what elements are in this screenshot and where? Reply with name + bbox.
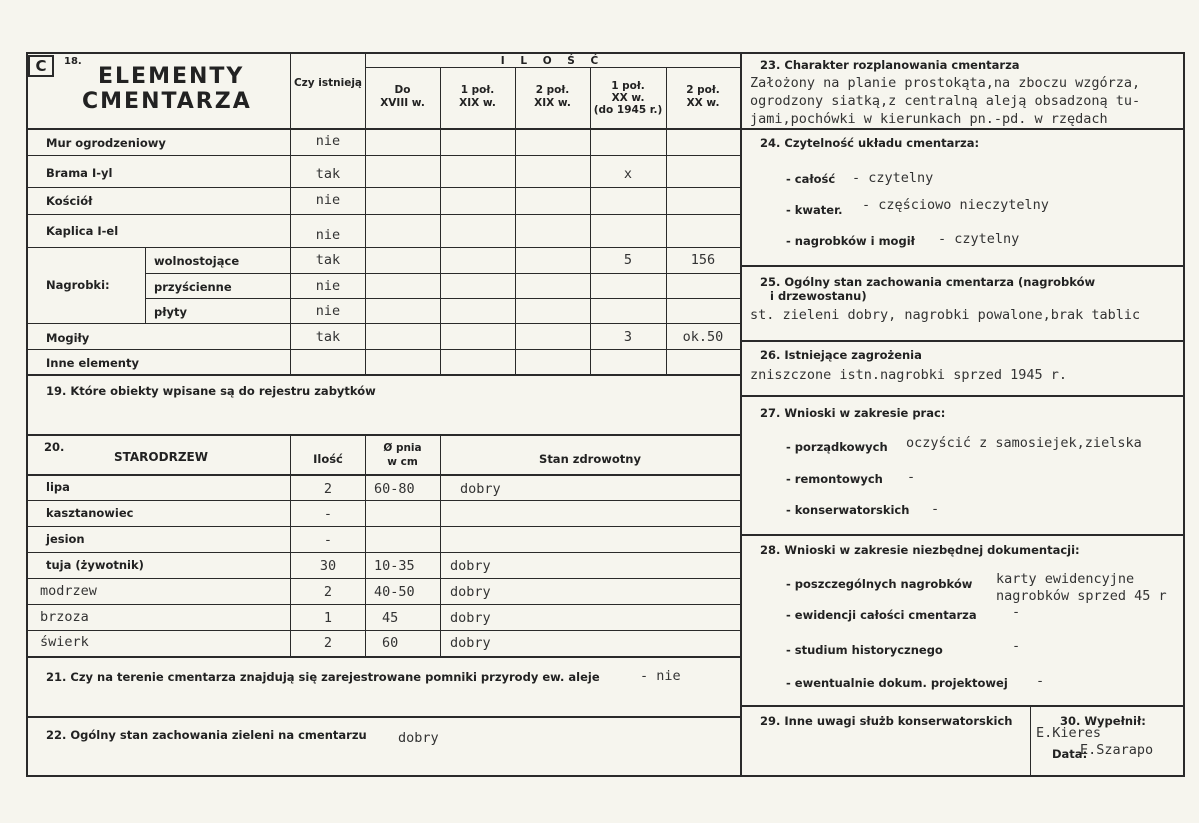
s20-row-line <box>26 552 740 553</box>
s20-col-line <box>365 436 366 656</box>
tree-stan: dobry <box>450 558 491 574</box>
section-18-number: 18. <box>64 56 82 67</box>
s20-col-ilosc: Ilość <box>313 452 343 466</box>
period-header-3: 1 poł. XX w. (do 1945 r.) <box>593 80 663 116</box>
q22-label: 22. Ogólny stan zachowania zieleni na cmentarzu <box>46 728 367 742</box>
s29-s30-divider <box>1030 706 1031 777</box>
s18-row-line <box>145 273 740 274</box>
q30-date-value: E.Szarapo <box>1080 742 1154 758</box>
q23-line: Założony na planie prostokąta,na zboczu wzgórza, <box>750 75 1141 91</box>
s18-row-line <box>26 247 740 248</box>
s20-header-bottom <box>26 474 740 476</box>
czy-value: tak <box>315 329 341 345</box>
q23-line: ogrodzony siatką,z centralną aleją obsadzoną tu- <box>750 93 1141 109</box>
s28-bottom <box>741 705 1185 707</box>
section-18-title-line1: ELEMENTY <box>98 64 245 89</box>
s21-bottom <box>26 716 740 718</box>
tree-fi: 10-35 <box>374 558 415 574</box>
q30-date-label: Data: <box>1052 747 1088 761</box>
center-divider <box>740 52 742 777</box>
q28-value: - <box>1012 604 1021 620</box>
s20-number: 20. <box>44 440 65 454</box>
s20-col-stan: Stan zdrowotny <box>539 452 641 466</box>
period-header-1: 1 poł. XIX w. <box>459 84 496 109</box>
q19-label: 19. Które obiekty wpisane są do rejestru zabytków <box>46 384 376 398</box>
tree-ilosc: - <box>323 506 333 522</box>
q28-value: - <box>1012 638 1021 654</box>
s18-row-line <box>26 187 740 188</box>
tree-stan: dobry <box>450 584 491 600</box>
s24-bottom <box>741 265 1185 267</box>
row-label-brama: Brama I-yl <box>46 166 113 180</box>
row-label-mur: Mur ogrodzeniowy <box>46 136 166 150</box>
s23-bottom <box>741 128 1185 130</box>
q24-label: - całość <box>786 172 836 186</box>
tree-name: tuja (żywotnik) <box>46 558 144 572</box>
s20-row-line <box>26 578 740 579</box>
s18-col-line <box>365 52 366 374</box>
q28-title: 28. Wnioski w zakresie niezbędnej dokumentacji: <box>760 543 1080 557</box>
s18-row-line <box>145 298 740 299</box>
q27-value: - <box>931 501 940 517</box>
ilosc-underline <box>365 67 740 68</box>
q21-label: 21. Czy na terenie cmentarza znajdują się zarejestrowane pomniki przyrody ew. aleje <box>46 670 600 684</box>
q28-label: - poszczególnych nagrobków <box>786 577 973 591</box>
q25-value: st. zieleni dobry, nagrobki powalone,brak tablic <box>750 307 1141 323</box>
tree-ilosc: 30 <box>319 558 337 574</box>
q23-line: jami,pochówki w kierunkach pn.-pd. w rzędach <box>750 111 1108 127</box>
q24-title: 24. Czytelność układu cmentarza: <box>760 136 980 150</box>
tree-ilosc: 2 <box>323 584 333 600</box>
tree-stan: dobry <box>450 610 491 626</box>
q28-label: - ewentualnie dokum. projektowej <box>786 676 1008 690</box>
tree-fi: 60-80 <box>374 481 415 497</box>
period-value: ok.50 <box>682 329 724 345</box>
section-18-title-line2: CMENTARZA <box>82 89 252 114</box>
q27-value: oczyścić z samosiejek,zielska <box>906 435 1142 451</box>
czy-value: nie <box>315 133 341 149</box>
q24-label: - kwater. <box>786 203 843 217</box>
tree-name: jesion <box>46 532 85 546</box>
q24-value: - częściowo nieczytelny <box>862 197 1049 213</box>
row-label-inne: Inne elementy <box>46 356 139 370</box>
czy-value: nie <box>315 192 341 208</box>
s26-bottom <box>741 395 1185 397</box>
s20-row-line <box>26 604 740 605</box>
period-header-2: 2 poł. XIX w. <box>534 84 571 109</box>
tree-ilosc: - <box>323 532 333 548</box>
row-label-wolnostojace: wolnostojące <box>154 254 240 268</box>
q24-value: - czytelny <box>852 170 934 186</box>
q22-answer: dobry <box>398 730 439 746</box>
czy-value: nie <box>315 227 341 243</box>
form-card <box>26 52 1185 777</box>
ilosc-header: I L O Ś Ć <box>500 55 605 67</box>
tree-fi: 40-50 <box>374 584 415 600</box>
tree-fi: 45 <box>382 610 399 626</box>
s18-col-line <box>290 52 291 374</box>
czy-value: nie <box>315 278 341 294</box>
tree-stan: dobry <box>450 635 491 651</box>
s20-title: STARODRZEW <box>114 450 208 464</box>
q26-value: zniszczone istn.nagrobki sprzed 1945 r. <box>750 367 1067 383</box>
s18-col-line <box>440 67 441 374</box>
period-value: 5 <box>623 252 633 268</box>
q30-name: E.Kieres <box>1036 725 1102 741</box>
q21-answer: - nie <box>640 668 681 684</box>
row-label-kosciol: Kościół <box>46 194 93 208</box>
s18-row-line <box>26 349 740 350</box>
period-header-0: Do XVIII w. <box>380 84 425 109</box>
s18-row-line <box>26 323 740 324</box>
q28-value: - <box>1036 673 1045 689</box>
period-value: x <box>623 166 633 182</box>
q28-label: - ewidencji całości cmentarza <box>786 608 977 622</box>
row-label-mogily: Mogiły <box>46 331 90 345</box>
s18-header-bottom <box>26 128 740 130</box>
q29-title: 29. Inne uwagi służb konserwatorskich <box>760 714 1013 728</box>
nagrobki-label: Nagrobki: <box>46 278 110 292</box>
s18-col-line <box>515 67 516 374</box>
period-header-4: 2 poł. XX w. <box>686 84 720 109</box>
czy-value: nie <box>315 303 341 319</box>
q27-label: - porządkowych <box>786 440 888 454</box>
q27-label: - konserwatorskich <box>786 503 910 517</box>
tree-name: kasztanowiec <box>46 506 134 520</box>
czy-header: Czy istnieją <box>293 77 363 89</box>
tree-name: świerk <box>40 634 89 650</box>
q23-title: 23. Charakter rozplanowania cmentarza <box>760 58 1020 72</box>
tree-name: brzoza <box>40 609 89 625</box>
s18-row-line <box>26 155 740 156</box>
s27-bottom <box>741 534 1185 536</box>
s18-col-line <box>590 67 591 374</box>
q28-value: karty ewidencyjne nagrobków sprzed 45 r <box>996 571 1167 604</box>
s18-bottom <box>26 374 740 376</box>
q24-value: - czytelny <box>938 231 1020 247</box>
s25-bottom <box>741 340 1185 342</box>
s20-bottom <box>26 656 740 658</box>
q27-value: - <box>907 469 916 485</box>
tree-stan: dobry <box>460 481 501 497</box>
czy-value: tak <box>315 166 341 182</box>
c-box: C <box>28 55 54 77</box>
s20-row-line <box>26 500 740 501</box>
q28-label: - studium historycznego <box>786 643 943 657</box>
s20-col-fi: Ø pnia w cm <box>383 442 422 468</box>
tree-name: lipa <box>46 480 70 494</box>
s19-bottom <box>26 434 740 436</box>
s20-row-line <box>26 526 740 527</box>
q25-title: 25. Ogólny stan zachowania cmentarza (nagrobków i drzewostanu) <box>760 275 1096 303</box>
period-value: 156 <box>690 252 716 268</box>
s20-row-line <box>26 630 740 631</box>
q27-title: 27. Wnioski w zakresie prac: <box>760 406 946 420</box>
q27-label: - remontowych <box>786 472 883 486</box>
s18-row-line <box>26 214 740 215</box>
czy-value: tak <box>315 252 341 268</box>
tree-ilosc: 2 <box>323 635 333 651</box>
period-value: 3 <box>623 329 633 345</box>
tree-ilosc: 2 <box>323 481 333 497</box>
s20-col-line <box>440 436 441 656</box>
row-label-kaplica: Kaplica I-el <box>46 224 119 238</box>
row-label-plyty: płyty <box>154 305 187 319</box>
nagrobki-col-line <box>145 247 146 323</box>
tree-fi: 60 <box>382 635 399 651</box>
q26-title: 26. Istniejące zagrożenia <box>760 348 922 362</box>
tree-name: modrzew <box>40 583 97 599</box>
q24-label: - nagrobków i mogił <box>786 234 915 248</box>
row-label-przyscienne: przyścienne <box>154 280 232 294</box>
tree-ilosc: 1 <box>323 610 333 626</box>
q30-title: 30. Wypełnił: <box>1060 714 1146 728</box>
s18-col-line <box>666 67 667 374</box>
